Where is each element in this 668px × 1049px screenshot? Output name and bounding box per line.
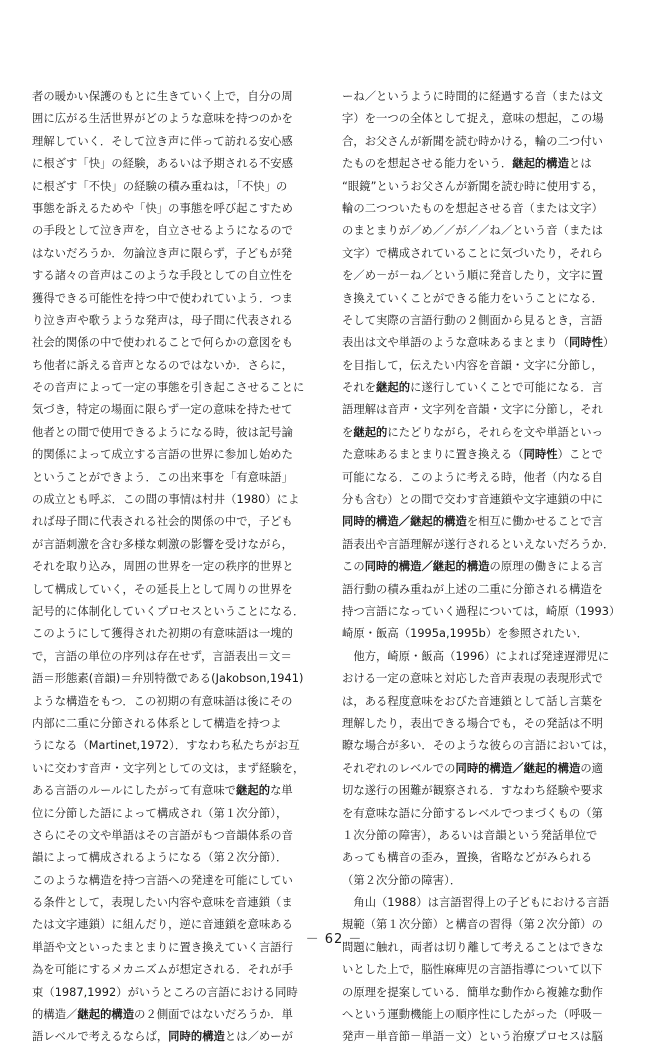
right-column-text-line: 角山（1988）は言語習得上の子どもにおける言語: [342, 896, 610, 910]
left-column-text-line: する諸々の音声はこのような手段としての自立性を: [32, 269, 293, 283]
right-column-text-line: そして実際の言語行動の２側面から見るとき，言語: [342, 313, 603, 327]
right-column-text-line: 語表出や言語理解が遂行されるといえないだろうか．: [342, 537, 615, 551]
right-column-text-line: １次分節の障害），あるいは音韻という発話単位で: [342, 828, 598, 842]
left-column-text-line: 記号的に体制化していくプロセスということになる．: [32, 604, 305, 618]
left-column-text-line: に根ざす「快」の経験，あるいは予期される不安感: [32, 157, 293, 171]
right-column-text-line: たものを想起させる能力をいう．継起的構造とは: [342, 157, 592, 171]
left-column-text-line: の成立とも呼ぶ．この間の事情は村井（1980）によ: [32, 493, 300, 507]
right-column-text-line: 理解したり，表出できる場合でも，その発話は不明: [342, 716, 603, 730]
left-column-text-line: いに交わす音声・文字列としての文は，まず経験を，: [32, 761, 305, 775]
right-column-text-line: 発声－単音節－単語－文）という治療プロセスは脳: [342, 1030, 603, 1044]
left-column-text-line: 位に分節した語によって構成され（第１次分節），: [32, 806, 288, 820]
left-column-text-line: ような構造をもつ．この初期の有意味語は後にその: [32, 694, 293, 708]
left-column: [32, 86, 324, 1049]
left-column-text-line: り泣き声や歌うような発声は，母子間に代表される: [32, 313, 293, 327]
right-column-text-line: （第２次分節の障害）．: [342, 873, 462, 887]
left-column-text-line: それを取り込み，周囲の世界を一定の秩序的世界と: [32, 560, 294, 574]
right-column-text-line: “眼鏡”というお父さんが新聞を読む時に使用する，: [342, 179, 604, 193]
left-column-text-line: 単語や文といったまとまりに置き換えていく言語行: [32, 940, 293, 954]
left-column-text-line: その音声によって一定の事態を引き起こさせることに: [32, 381, 305, 395]
right-column-text-line: 字）を一つの全体として捉え，意味の想起，この場: [342, 112, 604, 126]
page-number: － 62 －: [305, 932, 363, 947]
left-column-text-line: 内部に二重に分節される体系として構造を持つよ: [32, 716, 282, 730]
left-column-text-line: の手段として泣き声を，自立させるようになるので: [32, 224, 293, 238]
right-column-text-line: を有意味な語に分節するレベルでつまづくもの（第: [342, 806, 603, 820]
left-column-text-line: が言語刺激を含む多様な刺激の影響を受けながら，: [32, 537, 293, 551]
left-column-text-line: 的関係によって成立する言語の世界に参加し始めた: [32, 448, 293, 462]
left-column-text-line: に根ざす「不快」の経験の積み重ねは，「不快」の: [32, 179, 288, 193]
right-column-text-line: 問題に触れ，両者は切り離して考えることはできな: [342, 940, 604, 954]
right-column-text-line: た意味あるまとまりに置き換える（同時性）ことで: [342, 448, 603, 462]
right-column-text-line: 瞭な場合が多い．そのような彼らの言語においては，: [342, 739, 615, 753]
left-column-text-line: たは文字連鎖）に組んだり，逆に音連鎖を意味ある: [32, 918, 293, 932]
left-column-text-line: 事態を訴えるためや「快」の事態を呼び起こすため: [32, 201, 293, 215]
right-column-text-line: へという運動機能上の順序性にしたがった（呼吸－: [342, 1008, 603, 1022]
left-column-text-line: ある言語のルールにしたがって有意味で継起的な単: [32, 784, 293, 798]
right-column-text-line: それぞれのレベルでの同時的構造／継起的構造の適: [342, 761, 604, 775]
left-column-text-line: 気づき，特定の場面に限らず一定の意味を持たせて: [32, 403, 293, 417]
right-column-text-line: 語理解は音声・文字列を音韻・文字に分節し，それ: [342, 403, 603, 417]
right-column-text-line: 語行動の積み重ねが上述の二重に分節される構造を: [342, 582, 603, 596]
right-column-text-line: 規範（第１次分節）と構音の習得（第２次分節）の: [342, 918, 603, 932]
right-column: [342, 86, 634, 1049]
right-column-text-line: 文字）で構成されていることに気づいたり，それら: [342, 246, 603, 260]
right-column-text-line: 輪の二つついたものを想起させる音（または文字）: [342, 201, 603, 215]
left-column-text-line: はないだろうか．勿論泣き声に限らず，子どもが発: [32, 246, 293, 260]
left-column-text-line: で，言語の単位の序列は存在せず，言語表出＝文＝: [32, 649, 292, 663]
left-column-text-line: れば母子間に代表される社会的関係の中で，子ども: [32, 515, 293, 529]
left-column-text-line: 束（1987,1992）がいうところの言語における同時: [32, 985, 298, 999]
left-column-text-line: 社会的関係の中で使われることで何らかの意図をも: [32, 336, 293, 350]
left-column-text-line: 者の暖かい保護のもとに生きていく上で，自分の周: [32, 90, 293, 103]
right-column-text-line: あっても構音の歪み，置換，省略などがみられる: [342, 851, 593, 865]
right-column-text-line: 分も含む）との間で交わす音連鎖や文字連鎖の中に: [342, 493, 603, 507]
left-column-text-line: 他者との間で使用できるようになる時，彼は記号論: [32, 425, 293, 439]
left-column-text-line: ち他者に訴える音声となるのではないか．さらに，: [32, 358, 293, 372]
right-column-text-line: 同時的構造／継起的構造を相互に働かせることで言: [342, 515, 603, 529]
right-column-text-line: のまとまりが／め／／が／／ね／という音（または: [342, 224, 603, 238]
left-column-text-line: このようにして獲得された初期の有意味語は一塊的: [32, 627, 293, 641]
left-column-text-line: 語＝形態素(音韻)＝弁別特徴である(Jakobson,1941): [32, 672, 304, 686]
right-column-text-line: 表出は文や単語のような意味あるまとまり（同時性）: [342, 336, 615, 350]
right-column-text-line: 持つ言語になっていく過程については，崎原（1993）: [342, 604, 621, 618]
left-column-text-line: 語レベルで考えるならば，同時的構造とは／めーが: [32, 1030, 294, 1044]
right-column-text-line: の原理を提案している．簡単な動作から複雑な動作: [342, 985, 603, 999]
right-column-text-line: を目指して，伝えたい内容を音韻・文字に分節し，: [342, 358, 603, 372]
right-column-text-line: 可能になる．このように考える時，他者（内なる自: [342, 470, 603, 484]
right-column-text-line: き換えていくことができる能力をいうことになる．: [342, 291, 603, 305]
left-column-text-line: 為を可能にするメカニズムが想定される．それが手: [32, 963, 293, 977]
left-column-text-line: 獲得できる可能性を持つ中で使われていよう．つま: [32, 291, 293, 305]
right-column-text-line: 他方，崎原・飯高（1996）によれば発達遅滞児に: [342, 649, 610, 663]
left-column-text-line: 韻によって構成されるようになる（第２次分節）．: [32, 851, 288, 865]
left-column-text-line: る条件として，表現したい内容や意味を音連鎖（ま: [32, 896, 293, 910]
left-column-text-line: ということができよう．この出来事を「有意味語」: [32, 470, 293, 484]
right-column-text-line: 切な遂行の困難が観察される．すなわち経験や要求: [342, 784, 603, 798]
right-column-text-line: この同時的構造／継起的構造の原理の働きによる言: [342, 560, 604, 574]
left-column-text-line: さらにその文や単語はその言語がもつ音韻体系の音: [32, 828, 293, 842]
left-column-text-line: 囲に広がる生活世界がどのような意味を持つのかを: [32, 112, 293, 126]
right-column-text-line: それを継起的に遂行していくことで可能になる．言: [342, 381, 603, 395]
right-column-text-line: を継起的にたどりながら，それらを文や単語といっ: [342, 425, 603, 439]
left-column-text-line: して構成していく，その延長上として周りの世界を: [32, 582, 293, 596]
right-column-text-line: いとした上で，脳性麻痺児の言語指導について以下: [342, 963, 603, 977]
right-column-text-line: おける一定の意味と対応した音声表現の表現形式で: [342, 672, 603, 686]
right-column-text-line: は，ある程度意味をおびた音連鎖として話し言葉を: [342, 694, 603, 708]
left-column-text-line: うになる（Martinet,1972）．すなわち私たちがお互: [32, 739, 300, 753]
left-column-text-line: このような構造を持つ言語への発達を可能にしてい: [32, 873, 293, 887]
right-column-text-line: 崎原・飯高（1995a,1995b）を参照されたい．: [342, 627, 588, 641]
right-column-text-line: ーね／というように時間的に経過する音（または文: [342, 90, 603, 103]
right-column-text-line: を／め－が－ね／という順に発音したり，文字に置: [342, 269, 603, 283]
right-column-text-line: 合，お父さんが新聞を読む時かける，輪の二つ付い: [342, 134, 603, 148]
left-column-text-line: 的構造／継起的構造の２側面ではないだろうか．単: [32, 1008, 293, 1022]
left-column-text-line: 理解していく．そして泣き声に伴って訪れる安心感: [32, 134, 293, 148]
